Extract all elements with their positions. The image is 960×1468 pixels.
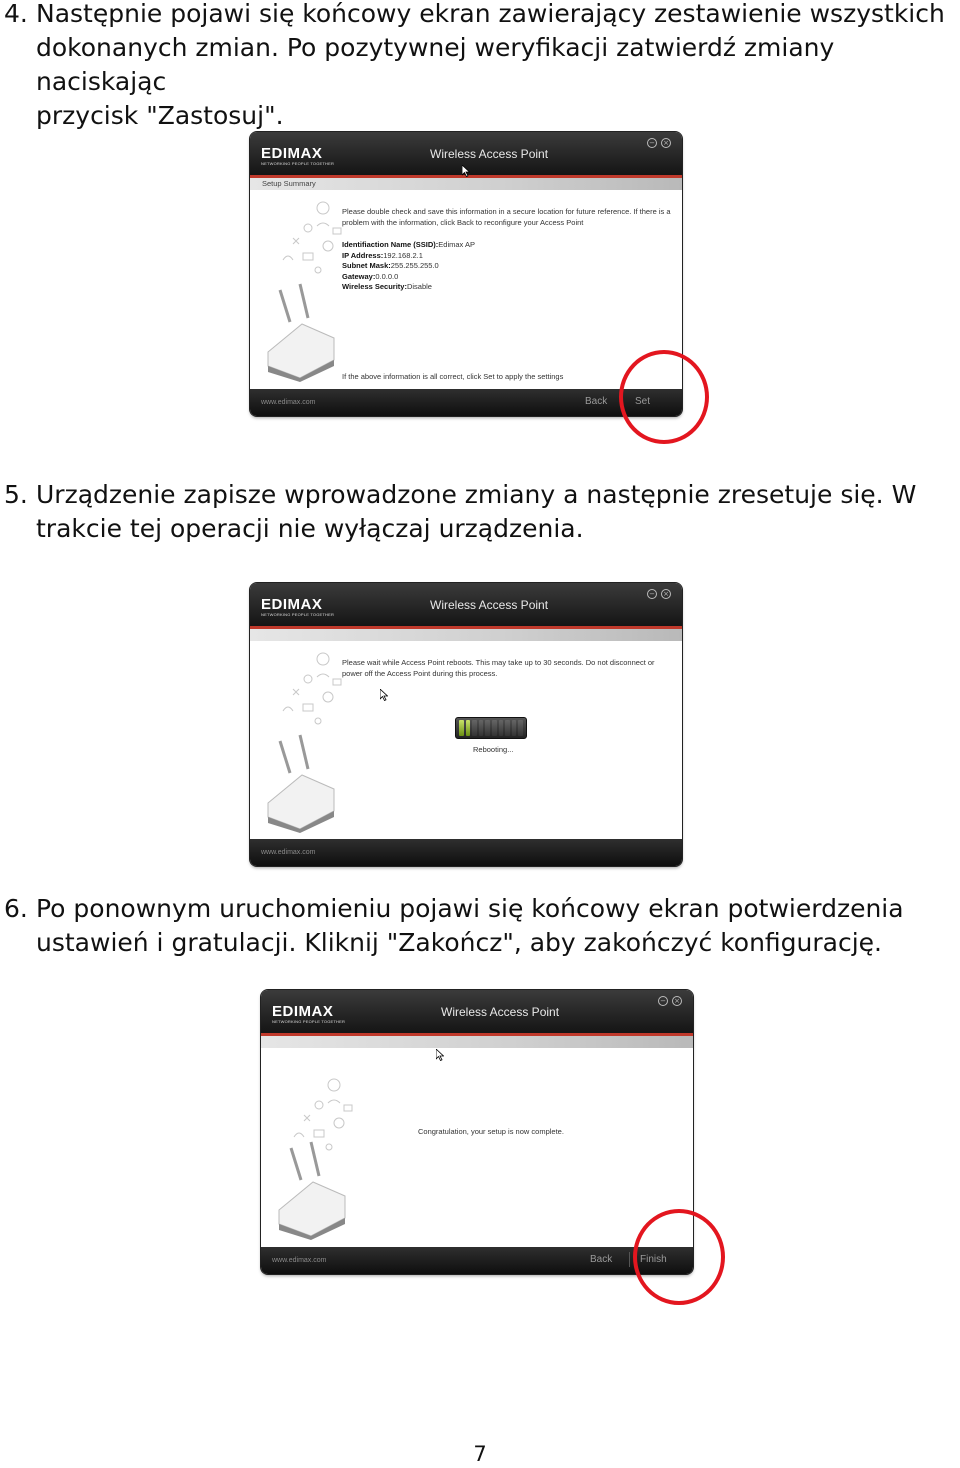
- edimax-logo: [261, 597, 334, 618]
- edimax-logo: [272, 1004, 345, 1025]
- section-header: [261, 1036, 693, 1048]
- step-text: Po ponownym uruchomieniu pojawi się końcowy ekran potwierdzenia ustawień i gratulacji. Kliknij "Zakończ", aby zakończyć konfigurację.: [36, 894, 904, 957]
- router-icon: [262, 733, 342, 833]
- finish-button[interactable]: Finish: [640, 1254, 667, 1265]
- progress-segment-empty: [505, 720, 510, 736]
- close-icon[interactable]: ×: [672, 996, 682, 1006]
- footer-url[interactable]: www.edimax.com: [261, 849, 316, 856]
- step-number: 4.: [4, 0, 28, 28]
- footer-divider: [629, 1252, 630, 1267]
- progress-segment-empty: [472, 720, 477, 736]
- confirm-text: If the above information is all correct, click Set to apply the settings: [342, 372, 564, 381]
- cursor-arrow-icon: [462, 165, 470, 177]
- title-bar: [261, 990, 693, 1036]
- decorative-doodles: [258, 649, 348, 739]
- progress-segment-empty: [479, 720, 484, 736]
- page-number: 7: [473, 1442, 487, 1466]
- app-title: Wireless Access Point: [430, 147, 549, 161]
- step-text: Urządzenie zapisze wprowadzone zmiany a następnie zresetuje się. W trakcie tej operacji nie wyłączaj urządzenia.: [36, 480, 917, 543]
- app-title: Wireless Access Point: [441, 1005, 560, 1019]
- congratulation-message: Congratulation, your setup is now complete.: [418, 1127, 564, 1136]
- router-icon: [273, 1140, 353, 1240]
- section-label: Setup Summary: [262, 179, 316, 188]
- cursor-arrow-icon: [380, 689, 388, 701]
- info-row-subnet: Subnet Mask:255.255.255.0: [342, 261, 439, 271]
- app-title: Wireless Access Point: [430, 598, 549, 612]
- edimax-logo: [261, 146, 334, 167]
- title-bar: [250, 583, 682, 629]
- brand-name: EDIMAX: [272, 1003, 334, 1020]
- screenshot-setup-summary: [250, 132, 682, 416]
- progress-segment-filled: [466, 720, 471, 736]
- brand-name: EDIMAX: [261, 145, 323, 162]
- minimize-icon[interactable]: −: [658, 996, 668, 1006]
- screenshot-rebooting: [250, 583, 682, 866]
- reboot-message: Please wait while Access Point reboots. This may take up to 30 seconds. Do not disconnect or power off the Access Point during this process.: [342, 658, 655, 678]
- brand-tagline: NETWORKING PEOPLE TOGETHER: [261, 161, 335, 166]
- info-row-gateway: Gateway:0.0.0.0: [342, 271, 399, 281]
- section-header: [250, 629, 682, 641]
- footer-bar: [250, 839, 682, 866]
- brand-name: EDIMAX: [261, 596, 323, 613]
- decorative-doodles: [258, 198, 348, 288]
- info-row-ssid: Identifiaction Name (SSID):Edimax AP: [342, 240, 475, 249]
- footer-bar: [250, 389, 682, 416]
- progress-segment-empty: [518, 720, 523, 736]
- minimize-icon[interactable]: −: [647, 589, 657, 599]
- info-row-ip: IP Address:192.168.2.1: [342, 250, 423, 260]
- screenshot-finish: [261, 990, 693, 1274]
- set-button[interactable]: Set: [635, 396, 651, 407]
- progress-segment-empty: [512, 720, 517, 736]
- highlight-circle-finish: [633, 1209, 725, 1305]
- footer-url[interactable]: www.edimax.com: [272, 1257, 327, 1264]
- back-button[interactable]: Back: [590, 1254, 613, 1265]
- close-icon[interactable]: ×: [661, 589, 671, 599]
- footer-url[interactable]: www.edimax.com: [261, 399, 316, 406]
- step-text: Następnie pojawi się końcowy ekran zawierający zestawienie wszystkich dokonanych zmian. Po pozytywnej weryfikacji zatwierdź zmiany naciskając przycisk "Zastosuj".: [36, 0, 945, 130]
- brand-tagline: NETWORKING PEOPLE TOGETHER: [261, 612, 335, 617]
- reboot-status: Rebooting...: [473, 745, 514, 754]
- info-list: [342, 240, 672, 293]
- progress-segment-empty: [492, 720, 497, 736]
- progress-segment-empty: [499, 720, 504, 736]
- step-number: 6.: [4, 894, 28, 923]
- progress-segment-empty: [485, 720, 490, 736]
- reboot-progress-bar: [455, 717, 527, 739]
- back-button[interactable]: Back: [585, 396, 608, 407]
- minimize-icon[interactable]: −: [647, 138, 657, 148]
- intro-text: Please double check and save this information in a secure location for future reference. If there is a problem with the information, click Back to reconfigure your Access Point: [342, 207, 671, 227]
- progress-segment-filled: [459, 720, 464, 736]
- highlight-circle-set: [619, 350, 709, 444]
- cursor-arrow-icon: [436, 1049, 444, 1061]
- close-icon[interactable]: ×: [661, 138, 671, 148]
- info-row-security: Wireless Security:Disable: [342, 282, 432, 292]
- footer-bar: [261, 1247, 693, 1274]
- router-icon: [262, 282, 342, 382]
- step-number: 5.: [4, 480, 28, 509]
- brand-tagline: NETWORKING PEOPLE TOGETHER: [272, 1019, 346, 1024]
